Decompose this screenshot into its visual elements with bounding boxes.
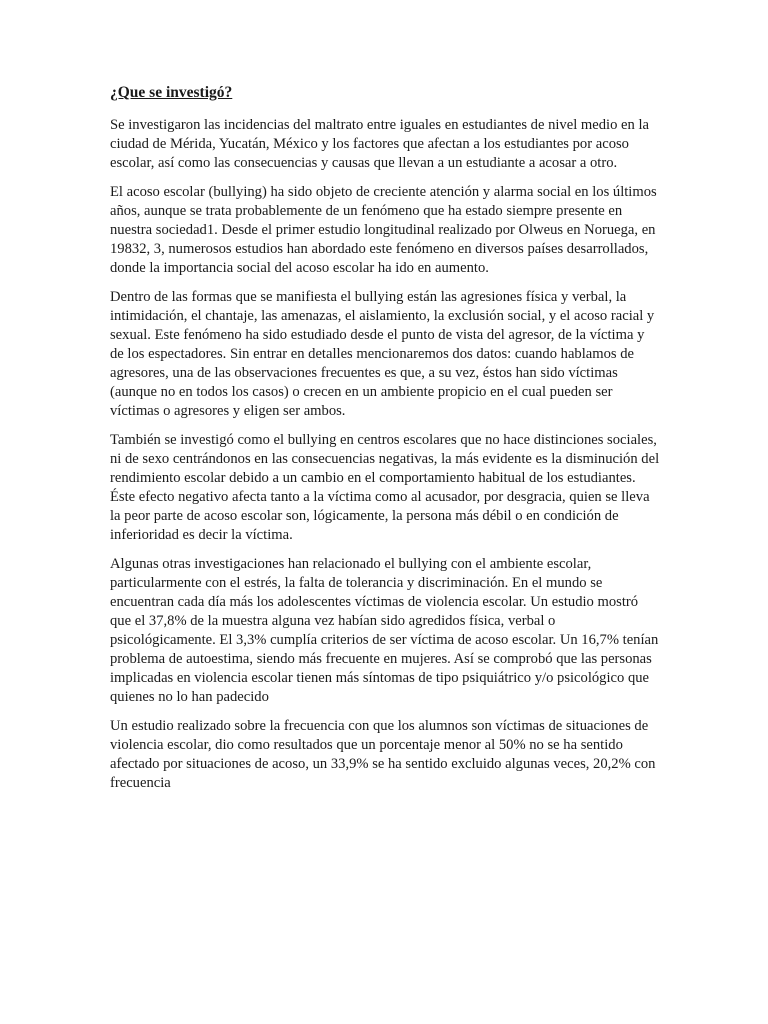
section-heading: ¿Que se investigó?: [110, 84, 233, 101]
paragraph-1: Se investigaron las incidencias del maltrato entre iguales en estudiantes de nivel medio en la ciudad de Mérida, Yucatán, México y los factores que afectan a los estudiantes por acoso escolar, así como las consecuencias y causas que llevan a un estudiante a acosar a otro.: [110, 117, 649, 171]
paragraph-3: Dentro de las formas que se manifiesta el bullying están las agresiones física y verbal, la intimidación, el chantaje, las amenazas, el aislamiento, la exclusión social, y el acoso racial y sexual. Este fenómeno ha sido estudiado desde el punto de vista del agresor, de la víctima y de los espectadores. Sin entrar en detalles mencionaremos dos datos: cuando hablamos de agresores, una de las observaciones frecuentes es que, a su vez, éstos han sido víctimas (aunque no en todos los casos) o crecen en un ambiente propicio en el cual pueden ser víctimas o agresores y eligen ser ambos.: [110, 289, 655, 419]
paragraph-4: También se investigó como el bullying en centros escolares que no hace distinciones sociales, ni de sexo centrándonos en las consecuencias negativas, la más evidente es la disminución del rendimiento escolar debido a un cambio en el comportamiento habitual de los estudiantes. Éste efecto negativo afecta tanto a la víctima como al acusador, por desgracia, quien se lleva la peor parte de acoso escolar son, lógicamente, la persona más débil o en condición de inferioridad es decir la víctima.: [110, 432, 660, 543]
paragraph-5: Algunas otras investigaciones han relacionado el bullying con el ambiente escolar, particularmente con el estrés, la falta de tolerancia y discriminación. En el mundo se encuentran cada día más los adolescentes víctimas de violencia escolar. Un estudio mostró que el 37,8% de la muestra alguna vez habían sido agredidos física, verbal o psicológicamente. El 3,3% cumplía criterios de ser víctima de acoso escolar. Un 16,7% tenían problema de autoestima, siendo más frecuente en mujeres. Así se comprobó que las personas implicadas en violencia escolar tienen más síntomas de tipo psiquiátrico y/o psicológico que quienes no lo han padecido: [110, 556, 659, 705]
paragraph-6: Un estudio realizado sobre la frecuencia con que los alumnos son víctimas de situaciones de violencia escolar, dio como resultados que un porcentaje menor al 50% no se ha sentido afectado por situaciones de acoso, un 33,9% se ha sentido excluido algunas veces, 20,2% con frecuencia: [110, 718, 656, 791]
document-page: [110, 83, 660, 803]
paragraph-2: El acoso escolar (bullying) ha sido objeto de creciente atención y alarma social en los últimos años, aunque se trata probablemente de un fenómeno que ha estado siempre presente en nuestra sociedad1. Desde el primer estudio longitudinal realizado por Olweus en Noruega, en 19832, 3, numerosos estudios han abordado este fenómeno en diversos países desarrollados, donde la importancia social del acoso escolar ha ido en aumento.: [110, 184, 657, 276]
